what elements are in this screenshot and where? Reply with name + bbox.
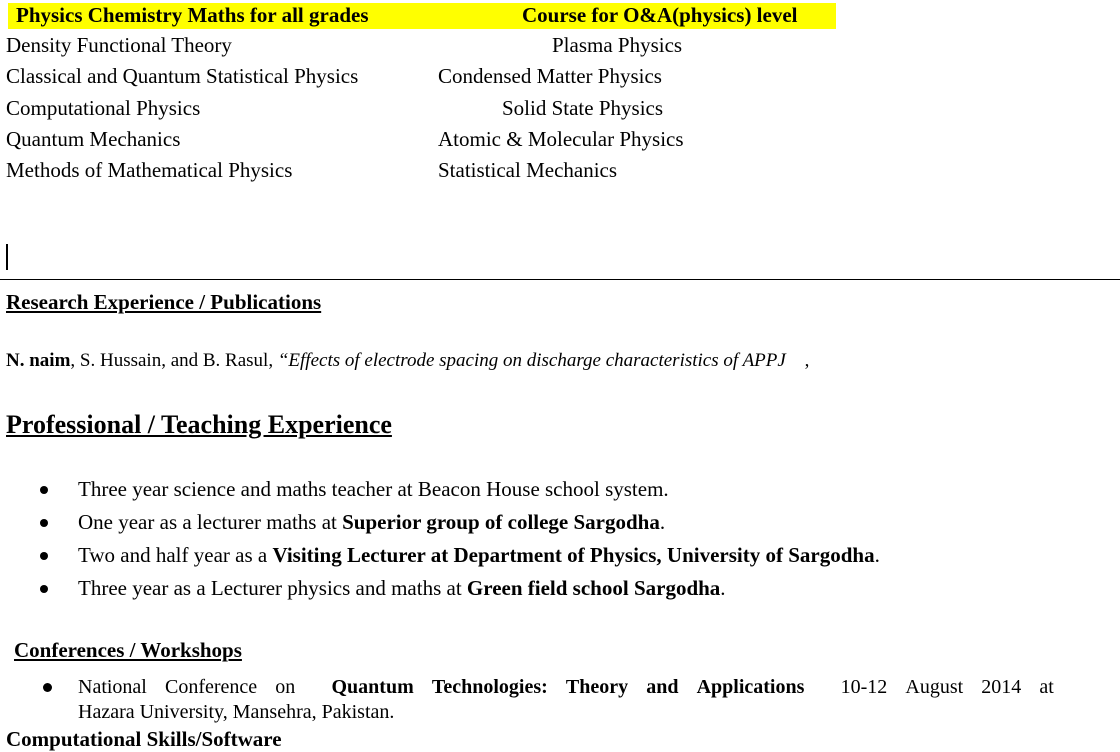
conference-word: Applications <box>696 676 805 698</box>
horizontal-rule <box>0 279 1120 280</box>
item-text: One year as a lecturer maths at <box>78 510 343 534</box>
conference-line-2: Hazara University, Mansehra, Pakistan. <box>78 701 395 723</box>
conference-word: Theory <box>565 676 629 698</box>
skill-left-2: Classical and Quantum Statistical Physics <box>6 64 359 88</box>
text-cursor[interactable] <box>6 244 8 270</box>
conference-word: 10-12 <box>840 676 888 698</box>
conference-word: at <box>1039 676 1054 698</box>
skill-right-5: Statistical Mechanics <box>438 158 618 182</box>
bullet-icon <box>40 486 48 494</box>
item-bold: Green field school Sargodha <box>466 576 721 600</box>
conference-word: Conference <box>164 676 258 698</box>
skill-right-1: Plasma Physics <box>552 33 683 57</box>
research-heading: Research Experience / Publications <box>6 290 322 314</box>
conference-line-1 <box>78 676 1054 699</box>
conference-word: Quantum <box>331 676 414 698</box>
computational-skills-heading: Computational Skills/Software <box>6 727 282 751</box>
publication-other-authors: , S. Hussain, and B. Rasul, <box>70 350 278 371</box>
conference-word: and <box>646 676 679 698</box>
item-text: Two and half year as a <box>78 543 273 567</box>
teaching-heading: Professional / Teaching Experience <box>6 410 392 439</box>
publication-title: “Effects of electrode spacing on discharge characteristics of APPJ <box>277 350 786 371</box>
item-bold: Superior group of college Sargodha <box>342 510 660 534</box>
skill-left-4: Quantum Mechanics <box>6 127 181 151</box>
header-right-text: Course for O&A(physics) level <box>522 3 798 27</box>
skill-left-1: Density Functional Theory <box>6 33 232 57</box>
header-left-text: Physics Chemistry Maths for all grades <box>16 3 369 27</box>
skill-left-3: Computational Physics <box>6 96 201 120</box>
publication-trailing: , <box>799 350 810 371</box>
bullet-icon <box>40 519 48 527</box>
conference-word: on <box>275 676 296 698</box>
conferences-heading: Conferences / Workshops <box>14 638 242 662</box>
publication-entry <box>6 350 809 372</box>
bullet-icon <box>40 552 48 560</box>
item-text: Three year as a Lecturer physics and maths at <box>78 576 467 600</box>
bullet-icon <box>40 585 48 593</box>
skill-right-2: Condensed Matter Physics <box>438 64 662 88</box>
item-tail: . <box>659 510 666 534</box>
conference-word: 2014 <box>981 676 1022 698</box>
skill-right-3: Solid State Physics <box>502 96 664 120</box>
conference-word: National <box>78 676 147 698</box>
conference-word: Technologies: <box>431 676 548 698</box>
item-text: Three year science and maths teacher at Beacon House school system. <box>78 477 669 501</box>
skill-right-4: Atomic & Molecular Physics <box>438 127 684 151</box>
conference-word: August <box>905 676 964 698</box>
item-tail: . <box>874 543 880 567</box>
skill-left-5: Methods of Mathematical Physics <box>6 158 293 182</box>
item-tail: . <box>720 576 726 600</box>
bullet-icon <box>43 683 52 692</box>
publication-first-author: N. naim <box>6 350 71 371</box>
item-bold: Visiting Lecturer at Department of Physics, University of Sargodha <box>272 543 875 567</box>
